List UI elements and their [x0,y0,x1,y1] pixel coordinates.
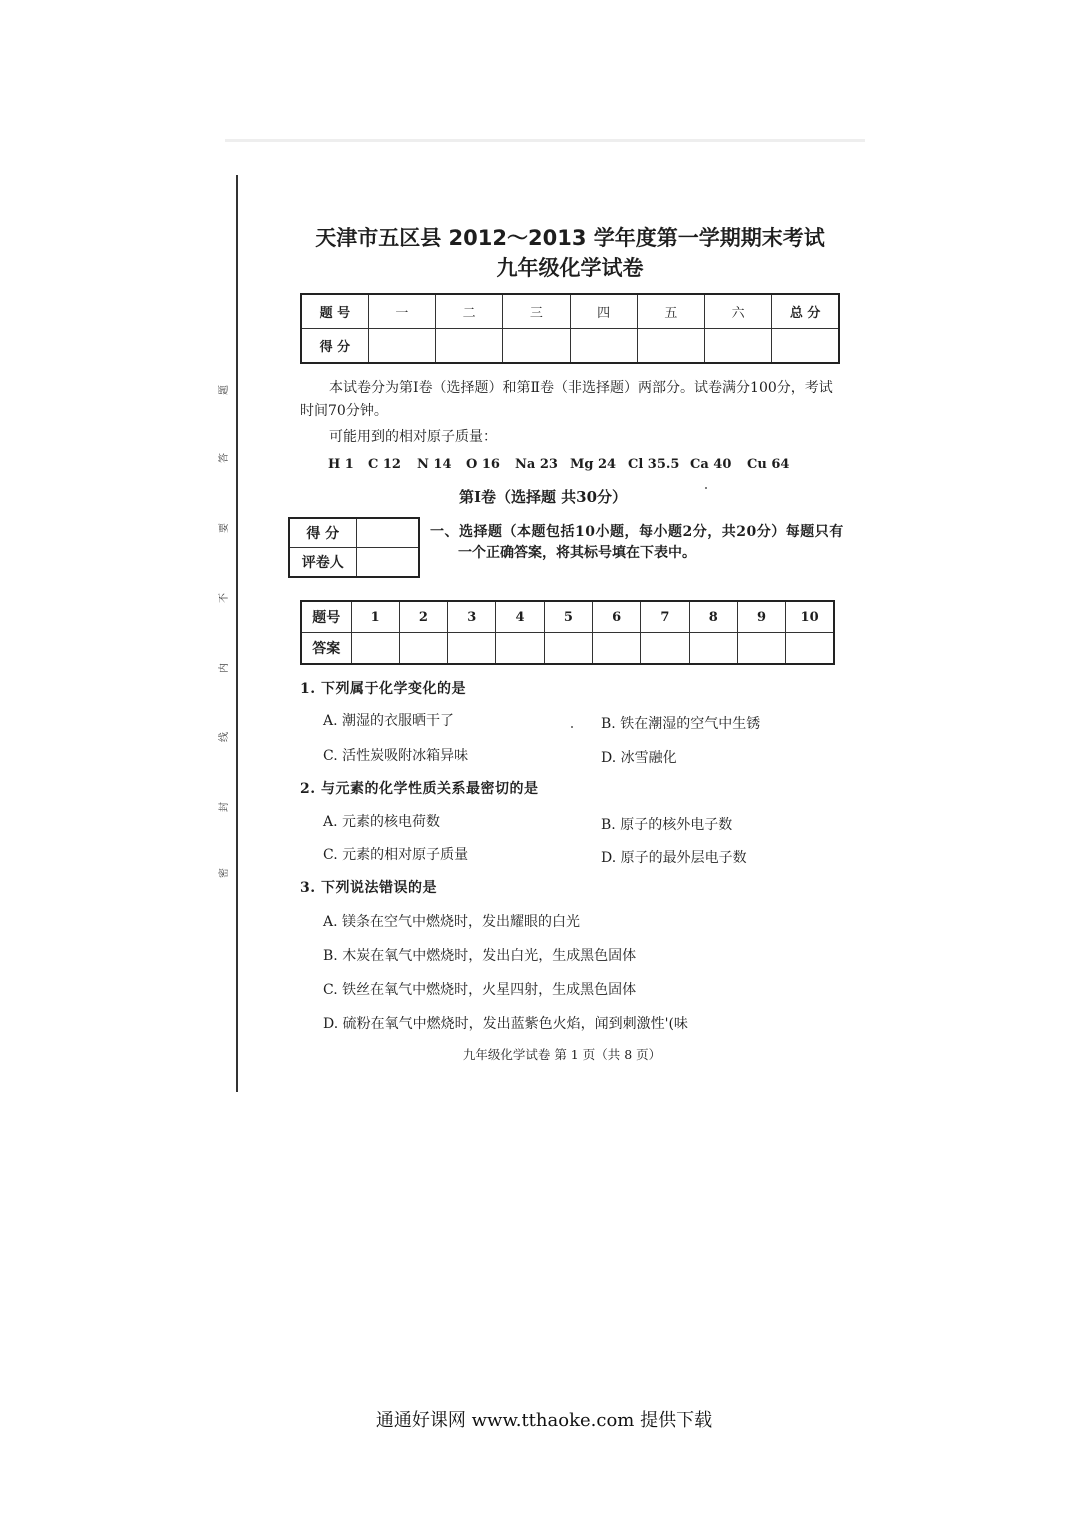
answer-grid-answer-label: 答案 [301,633,351,665]
score-table-header-cell: 一 [368,294,435,329]
question-2-option-a: A. 元素的核电荷数 [323,814,441,830]
answer-cell [399,633,447,665]
atomic-mass-item: Ca 40 [690,457,732,472]
score-cell [436,329,503,364]
download-source-footer: 通通好课网 www.tthaoke.com 提供下载 [375,1410,713,1431]
score-row-label: 得 分 [301,329,368,364]
question-number-cell: 8 [689,601,737,633]
exam-title: 天津市五区县 2012～2013 学年度第一学期期末考试 [315,226,825,250]
question-1-stem: 1. 下列属于化学变化的是 [300,681,466,697]
score-cell [570,329,637,364]
question-2-option-d: D. 原子的最外层电子数 [601,850,747,866]
question-3-option-d: D. 硫粉在氧气中燃烧时，发出蓝紫色火焰，闻到刺激性'(味 [323,1016,688,1032]
question-3-stem: 3. 下列说法错误的是 [300,880,437,896]
score-table-header-cell: 题 号 [301,294,368,329]
question-number-cell: 4 [496,601,544,633]
score-table-header-cell: 四 [570,294,637,329]
answer-cell [496,633,544,665]
page-number-footer: 九年级化学试卷 第 1 页（共 8 页） [462,1047,662,1062]
answer-cell [689,633,737,665]
seal-char: 内 [219,663,230,673]
question-1-option-c: C. 活性炭吸附冰箱异味 [323,748,469,764]
question-2-option-b: B. 原子的核外电子数 [601,817,733,833]
instructions-line-2: 时间70分钟。 [300,403,388,419]
score-summary-table [300,293,840,364]
score-table-header-cell: 三 [503,294,570,329]
score-cell [772,329,839,364]
section-1-instruction-line-1: 一、选择题（本题包括10小题，每小题2分，共20分）每题只有 [430,524,844,540]
question-number-cell: 3 [448,601,496,633]
answer-cell [592,633,640,665]
question-number-cell: 5 [544,601,592,633]
score-cell [637,329,704,364]
question-number-cell: 10 [786,601,834,633]
answer-grid-answer-row [301,633,834,665]
score-cell [503,329,570,364]
atomic-mass-label: 可能用到的相对原子质量： [329,429,497,445]
score-table-score-row [301,329,839,364]
atomic-mass-item: O 16 [466,457,500,472]
atomic-mass-item: Cu 64 [747,457,790,472]
score-cell [705,329,772,364]
atomic-mass-item: N 14 [417,457,452,472]
answer-grid-number-row [301,601,834,633]
question-number-cell: 2 [399,601,447,633]
atomic-mass-item: C 12 [368,457,401,472]
seal-char: 答 [219,453,230,463]
answer-grid-table [300,600,835,665]
scan-top-rule [225,139,865,142]
question-3-option-c: C. 铁丝在氧气中燃烧时，火星四射，生成黑色固体 [323,982,637,998]
answer-cell [641,633,689,665]
answer-cell [786,633,834,665]
answer-cell [737,633,785,665]
score-cell [368,329,435,364]
section-1-instruction-line-2: 一个正确答案，将其标号填在下表中。 [458,545,696,561]
atomic-mass-item: H 1 [328,457,354,472]
section-1-heading: 第Ⅰ卷（选择题 共30分） [458,488,628,506]
seal-char: 线 [219,732,230,742]
exam-subtitle: 九年级化学试卷 [496,256,644,280]
grader-score-cell [356,518,419,548]
binding-margin-line [236,175,238,1092]
question-1-option-b: B. 铁在潮湿的空气中生锈 [601,716,761,732]
grader-score-row [289,518,419,548]
seal-char: 封 [219,802,230,812]
seal-char: 题 [219,385,230,395]
answer-cell [448,633,496,665]
answer-cell [351,633,399,665]
atomic-mass-item: Na 23 [515,457,558,472]
grader-score-label: 得 分 [289,518,356,548]
score-table-header-cell: 总 分 [772,294,839,329]
score-table-header-cell: 五 [637,294,704,329]
seal-char: 要 [219,523,230,533]
question-number-cell: 7 [641,601,689,633]
question-number-cell: 1 [351,601,399,633]
answer-grid-header-label: 题号 [301,601,351,633]
grader-name-row [289,548,419,578]
grader-table [288,517,420,578]
question-2-stem: 2. 与元素的化学性质关系最密切的是 [300,781,539,797]
score-table-header-cell: 二 [436,294,503,329]
atomic-mass-item: Mg 24 [570,457,617,472]
question-3-option-b: B. 木炭在氧气中燃烧时，发出白光，生成黑色固体 [323,948,637,964]
question-1-option-a: A. 潮湿的衣服晒干了 [323,713,455,729]
grader-name-label: 评卷人 [289,548,356,578]
scan-speck [705,487,707,489]
seal-char: 不 [219,593,230,603]
question-1-option-d: D. 冰雪融化 [601,750,677,766]
instructions-line-1: 本试卷分为第Ⅰ卷（选择题）和第Ⅱ卷（非选择题）两部分。试卷满分100分，考试 [329,380,833,396]
atomic-mass-item: Cl 35.5 [628,457,680,472]
seal-char: 密 [219,868,230,878]
grader-name-cell [356,548,419,578]
question-3-option-a: A. 镁条在空气中燃烧时，发出耀眼的白光 [323,914,581,930]
question-number-cell: 9 [737,601,785,633]
question-2-option-c: C. 元素的相对原子质量 [323,847,469,863]
question-number-cell: 6 [592,601,640,633]
score-table-header-row [301,294,839,329]
score-table-header-cell: 六 [705,294,772,329]
answer-cell [544,633,592,665]
scan-speck [571,726,573,728]
